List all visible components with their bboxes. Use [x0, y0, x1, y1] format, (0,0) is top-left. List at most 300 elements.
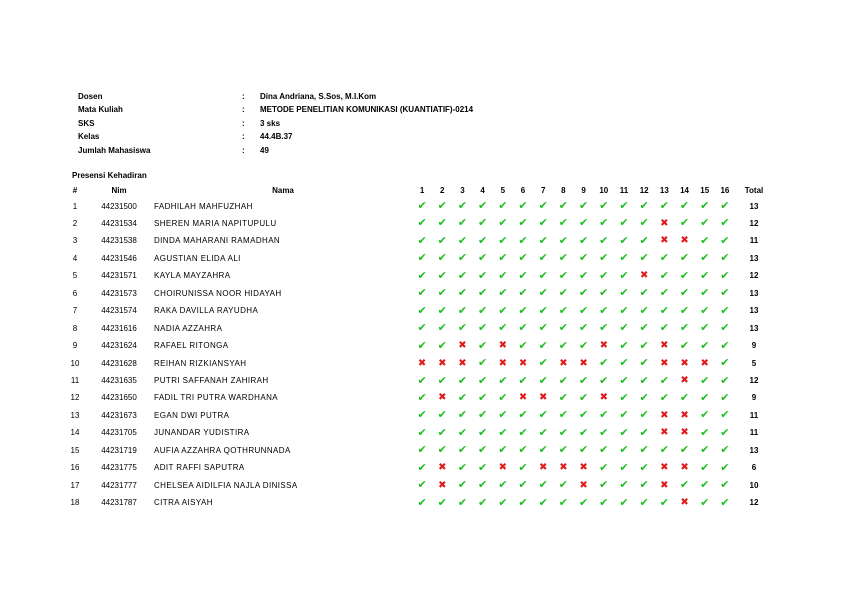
check-icon: ✔ — [518, 444, 528, 457]
attendance-cell — [634, 338, 654, 355]
check-icon: ✔ — [578, 339, 589, 352]
check-icon: ✔ — [720, 234, 730, 247]
attendance-cell — [513, 285, 533, 302]
check-icon: ✔ — [700, 252, 710, 265]
attendance-cell — [432, 198, 452, 215]
check-icon: ✔ — [437, 200, 447, 212]
attendance-cell — [452, 425, 472, 442]
attendance-cell — [533, 250, 553, 267]
attendance-cell — [553, 285, 573, 302]
attendance-cell — [493, 425, 513, 442]
attendance-cell — [473, 320, 493, 337]
check-icon: ✔ — [599, 200, 609, 212]
check-icon: ✔ — [720, 391, 730, 404]
attendance-cell — [634, 495, 654, 512]
check-icon: ✔ — [619, 252, 629, 265]
info-label: SKS — [78, 118, 95, 128]
attendance-cell — [493, 215, 513, 232]
attendance-cell — [715, 355, 735, 372]
attendance-cell — [412, 198, 432, 215]
check-icon: ✔ — [679, 391, 690, 404]
student-name: DINDA MAHARANI RAMADHAN — [154, 236, 281, 246]
check-icon: ✔ — [679, 287, 690, 300]
attendance-cell — [432, 442, 452, 459]
check-icon: ✔ — [639, 426, 649, 439]
student-total: 9 — [751, 341, 757, 351]
check-icon: ✔ — [619, 391, 629, 404]
check-icon: ✔ — [639, 409, 649, 422]
attendance-cell — [654, 250, 674, 267]
attendance-cell — [674, 233, 694, 250]
check-icon: ✔ — [720, 357, 730, 370]
check-icon: ✔ — [457, 217, 468, 230]
check-icon: ✔ — [538, 304, 548, 317]
attendance-cell — [715, 373, 735, 390]
student-total: 13 — [749, 445, 759, 455]
attendance-cell — [513, 198, 533, 215]
attendance-cell — [473, 268, 493, 285]
attendance-cell — [594, 425, 614, 442]
attendance-cell — [654, 233, 674, 250]
attendance-cell — [594, 460, 614, 477]
check-icon: ✔ — [498, 217, 508, 230]
student-total: 13 — [749, 288, 759, 298]
check-icon: ✔ — [558, 287, 569, 300]
check-icon: ✔ — [417, 374, 427, 387]
student-total: 12 — [749, 271, 759, 281]
header-meeting: 2 — [440, 186, 445, 195]
student-nim: 44231719 — [101, 445, 137, 455]
attendance-cell — [695, 425, 715, 442]
attendance-cell — [594, 285, 614, 302]
student-name: REIHAN RIZKIANSYAH — [154, 358, 247, 368]
check-icon: ✔ — [619, 409, 629, 422]
check-icon: ✔ — [538, 269, 548, 282]
attendance-cell — [473, 477, 493, 494]
check-icon: ✔ — [700, 304, 710, 317]
check-icon: ✔ — [700, 200, 710, 212]
table-row — [66, 460, 773, 477]
attendance-cell — [574, 425, 594, 442]
table-row — [66, 495, 773, 512]
attendance-cell — [674, 250, 694, 267]
attendance-cell — [412, 477, 432, 494]
attendance-cell — [533, 198, 553, 215]
attendance-cell — [432, 303, 452, 320]
attendance-rows — [66, 198, 773, 512]
check-icon: ✔ — [578, 234, 589, 247]
attendance-cell — [654, 390, 674, 407]
student-name: SHEREN MARIA NAPITUPULU — [154, 218, 277, 228]
check-icon: ✔ — [457, 252, 468, 265]
attendance-cell — [654, 425, 674, 442]
check-icon: ✔ — [558, 374, 569, 387]
cross-icon: ✖ — [579, 462, 588, 474]
attendance-cell — [634, 425, 654, 442]
cross-icon: ✖ — [660, 462, 669, 474]
student-name: KAYLA MAYZAHRA — [154, 271, 231, 281]
attendance-cell — [674, 390, 694, 407]
table-header-row — [66, 184, 773, 198]
attendance-cell — [473, 390, 493, 407]
attendance-cell — [614, 495, 634, 512]
check-icon: ✔ — [619, 234, 629, 247]
table-row — [66, 355, 773, 372]
table-row — [66, 250, 773, 267]
check-icon: ✔ — [578, 409, 589, 422]
check-icon: ✔ — [518, 322, 528, 335]
attendance-cell — [634, 320, 654, 337]
check-icon: ✔ — [659, 374, 669, 387]
attendance-cell — [533, 373, 553, 390]
attendance-cell — [614, 373, 634, 390]
check-icon: ✔ — [417, 304, 427, 317]
info-value: METODE PENELITIAN KOMUNIKASI (KUANTIATIF)-0214 — [260, 105, 474, 115]
check-icon: ✔ — [478, 287, 488, 300]
student-nim: 44231775 — [101, 463, 137, 473]
cross-icon: ✖ — [660, 217, 669, 229]
attendance-cell — [513, 407, 533, 424]
check-icon: ✔ — [639, 479, 649, 492]
attendance-cell — [614, 407, 634, 424]
check-icon: ✔ — [700, 391, 710, 404]
check-icon: ✔ — [639, 391, 649, 404]
check-icon: ✔ — [417, 252, 427, 265]
student-name-cell — [154, 303, 412, 320]
check-icon: ✔ — [599, 374, 609, 387]
student-total: 11 — [749, 428, 759, 438]
check-icon: ✔ — [417, 200, 427, 212]
attendance-cell — [493, 373, 513, 390]
attendance-cell — [452, 215, 472, 232]
check-icon: ✔ — [679, 269, 690, 282]
attendance-cell — [432, 495, 452, 512]
check-icon: ✔ — [498, 234, 508, 247]
check-icon: ✔ — [417, 444, 427, 457]
section-title: Presensi Kehadiran — [72, 171, 147, 180]
student-nim: 44231624 — [101, 341, 137, 351]
attendance-cell — [594, 390, 614, 407]
check-icon: ✔ — [538, 357, 548, 370]
cross-icon: ✖ — [660, 340, 669, 352]
attendance-cell — [412, 373, 432, 390]
attendance-cell — [594, 320, 614, 337]
info-colon: : — [242, 105, 245, 115]
check-icon: ✔ — [578, 252, 589, 265]
attendance-cell — [412, 215, 432, 232]
attendance-cell — [452, 407, 472, 424]
attendance-cell — [533, 355, 553, 372]
student-name: FADIL TRI PUTRA WARDHANA — [154, 393, 278, 403]
attendance-cell — [574, 268, 594, 285]
check-icon: ✔ — [578, 444, 589, 457]
attendance-cell — [574, 250, 594, 267]
attendance-cell — [473, 198, 493, 215]
attendance-cell — [634, 268, 654, 285]
attendance-cell — [634, 303, 654, 320]
student-name-cell — [154, 425, 412, 442]
student-total: 6 — [751, 463, 757, 473]
student-nim: 44231534 — [101, 218, 137, 228]
attendance-cell — [473, 442, 493, 459]
attendance-cell — [715, 425, 735, 442]
check-icon: ✔ — [578, 426, 589, 439]
attendance-cell — [493, 442, 513, 459]
header-meeting: 4 — [480, 186, 485, 195]
attendance-cell — [594, 250, 614, 267]
check-icon: ✔ — [558, 426, 569, 439]
attendance-cell — [695, 390, 715, 407]
info-colon: : — [242, 92, 245, 101]
attendance-cell — [695, 442, 715, 459]
attendance-cell — [594, 198, 614, 215]
attendance-cell — [493, 477, 513, 494]
attendance-cell — [634, 407, 654, 424]
check-icon: ✔ — [538, 374, 548, 387]
check-icon: ✔ — [437, 304, 447, 317]
attendance-cell — [715, 495, 735, 512]
attendance-cell — [432, 373, 452, 390]
cross-icon: ✖ — [438, 392, 447, 404]
check-icon: ✔ — [538, 234, 548, 247]
attendance-cell — [432, 477, 452, 494]
attendance-cell — [634, 390, 654, 407]
attendance-cell — [553, 198, 573, 215]
check-icon: ✔ — [437, 426, 447, 439]
attendance-cell — [473, 407, 493, 424]
attendance-cell — [473, 338, 493, 355]
attendance-cell — [473, 355, 493, 372]
attendance-cell — [513, 460, 533, 477]
attendance-cell — [634, 250, 654, 267]
table-row — [66, 215, 773, 232]
attendance-cell — [533, 442, 553, 459]
attendance-cell — [654, 338, 674, 355]
check-icon: ✔ — [518, 496, 528, 509]
check-icon: ✔ — [639, 374, 649, 387]
info-colon: : — [242, 145, 245, 155]
attendance-cell — [594, 338, 614, 355]
check-icon: ✔ — [659, 304, 669, 317]
check-icon: ✔ — [417, 234, 427, 247]
student-name: AGUSTIAN ELIDA ALI — [154, 253, 241, 263]
cross-icon: ✖ — [539, 392, 548, 404]
attendance-cell — [674, 425, 694, 442]
attendance-cell — [513, 390, 533, 407]
header-meeting: 9 — [581, 186, 586, 195]
check-icon: ✔ — [619, 357, 629, 370]
check-icon: ✔ — [538, 409, 548, 422]
attendance-cell — [634, 442, 654, 459]
cross-icon: ✖ — [417, 357, 427, 369]
attendance-cell — [654, 407, 674, 424]
cross-icon: ✖ — [639, 270, 649, 282]
check-icon: ✔ — [417, 217, 427, 230]
cross-icon: ✖ — [498, 340, 508, 352]
header-meeting: 5 — [500, 186, 506, 195]
student-nim: 44231571 — [101, 271, 137, 281]
attendance-cell — [432, 320, 452, 337]
info-value: 44.4B.37 — [260, 132, 293, 142]
attendance-cell — [654, 477, 674, 494]
check-icon: ✔ — [478, 200, 488, 212]
row-number: 4 — [72, 253, 78, 263]
attendance-cell — [654, 268, 674, 285]
attendance-cell — [533, 407, 553, 424]
attendance-cell — [634, 198, 654, 215]
attendance-cell — [513, 477, 533, 494]
check-icon: ✔ — [720, 426, 730, 439]
check-icon: ✔ — [478, 357, 488, 370]
attendance-cell — [432, 338, 452, 355]
check-icon: ✔ — [417, 479, 427, 492]
check-icon: ✔ — [679, 479, 690, 492]
attendance-cell — [473, 285, 493, 302]
check-icon: ✔ — [518, 217, 528, 230]
header-meeting: 16 — [720, 186, 730, 195]
cross-icon: ✖ — [518, 357, 528, 369]
attendance-cell — [715, 268, 735, 285]
table-row — [66, 407, 773, 424]
info-label: Jumlah Mahasiswa — [78, 145, 151, 155]
check-icon: ✔ — [679, 304, 690, 317]
attendance-cell — [513, 425, 533, 442]
header-meeting: 10 — [599, 186, 609, 195]
attendance-cell — [674, 373, 694, 390]
check-icon: ✔ — [558, 304, 569, 317]
attendance-cell — [513, 250, 533, 267]
student-name-cell — [154, 355, 412, 372]
check-icon: ✔ — [498, 496, 508, 509]
student-total: 9 — [751, 393, 757, 403]
attendance-cell — [715, 233, 735, 250]
attendance-cell — [614, 320, 634, 337]
check-icon: ✔ — [659, 444, 669, 457]
check-icon: ✔ — [498, 374, 508, 387]
attendance-cell — [614, 268, 634, 285]
cross-icon: ✖ — [660, 479, 669, 491]
attendance-cell — [594, 303, 614, 320]
check-icon: ✔ — [518, 287, 528, 300]
check-icon: ✔ — [417, 287, 427, 300]
student-total: 13 — [749, 253, 759, 263]
attendance-cell — [594, 355, 614, 372]
check-icon: ✔ — [659, 496, 669, 509]
attendance-cell — [452, 355, 472, 372]
table-row — [66, 425, 773, 442]
check-icon: ✔ — [457, 426, 468, 439]
check-icon: ✔ — [720, 461, 730, 474]
attendance-cell — [533, 285, 553, 302]
check-icon: ✔ — [498, 252, 508, 265]
attendance-cell — [654, 373, 674, 390]
cross-icon: ✖ — [559, 462, 568, 474]
check-icon: ✔ — [538, 426, 548, 439]
check-icon: ✔ — [679, 322, 690, 335]
check-icon: ✔ — [498, 444, 508, 457]
table-row — [66, 442, 773, 459]
check-icon: ✔ — [619, 200, 629, 212]
student-nim: 44231628 — [101, 358, 137, 368]
attendance-cell — [654, 320, 674, 337]
attendance-cell — [695, 407, 715, 424]
check-icon: ✔ — [619, 479, 629, 492]
row-number: 17 — [70, 480, 80, 490]
attendance-cell — [493, 390, 513, 407]
student-name: AUFIA AZZAHRA QOTHRUNNADA — [154, 445, 291, 455]
check-icon: ✔ — [619, 269, 629, 282]
student-name-cell — [154, 460, 412, 477]
check-icon: ✔ — [599, 496, 609, 509]
attendance-cell — [473, 233, 493, 250]
attendance-cell — [553, 495, 573, 512]
check-icon: ✔ — [599, 304, 609, 317]
attendance-cell — [452, 390, 472, 407]
attendance-cell — [674, 407, 694, 424]
check-icon: ✔ — [498, 304, 508, 317]
attendance-cell — [452, 477, 472, 494]
attendance-cell — [654, 355, 674, 372]
attendance-cell — [473, 495, 493, 512]
row-number: 9 — [72, 341, 78, 351]
attendance-cell — [553, 477, 573, 494]
check-icon: ✔ — [518, 269, 528, 282]
row-number: 3 — [72, 236, 78, 246]
check-icon: ✔ — [700, 496, 710, 509]
attendance-cell — [574, 233, 594, 250]
row-number: 11 — [70, 376, 80, 386]
attendance-cell — [553, 407, 573, 424]
cross-icon: ✖ — [498, 357, 508, 369]
attendance-cell — [533, 338, 553, 355]
attendance-cell — [695, 495, 715, 512]
check-icon: ✔ — [478, 444, 488, 457]
attendance-cell — [452, 373, 472, 390]
attendance-cell — [533, 268, 553, 285]
student-name: RAKA DAVILLA RAYUDHA — [154, 306, 259, 316]
attendance-cell — [513, 495, 533, 512]
check-icon: ✔ — [518, 200, 528, 212]
attendance-cell — [654, 198, 674, 215]
cross-icon: ✖ — [579, 479, 588, 491]
row-number: 14 — [70, 428, 80, 438]
row-number: 15 — [70, 445, 80, 455]
student-nim: 44231705 — [101, 428, 137, 438]
check-icon: ✔ — [437, 409, 447, 422]
check-icon: ✔ — [437, 269, 447, 282]
header-total: Total — [744, 186, 764, 195]
check-icon: ✔ — [599, 287, 609, 300]
attendance-cell — [695, 373, 715, 390]
check-icon: ✔ — [478, 217, 488, 230]
attendance-cell — [533, 425, 553, 442]
cross-icon: ✖ — [458, 357, 467, 369]
table-row — [66, 320, 773, 337]
check-icon: ✔ — [538, 444, 548, 457]
check-icon: ✔ — [578, 217, 589, 230]
attendance-cell — [634, 460, 654, 477]
student-nim: 44231777 — [101, 480, 137, 490]
check-icon: ✔ — [720, 444, 730, 457]
check-icon: ✔ — [558, 234, 569, 247]
check-icon: ✔ — [457, 479, 468, 492]
attendance-cell — [634, 355, 654, 372]
attendance-cell — [513, 442, 533, 459]
check-icon: ✔ — [417, 391, 427, 404]
student-name-cell — [154, 215, 412, 232]
check-icon: ✔ — [478, 461, 488, 474]
check-icon: ✔ — [457, 269, 468, 282]
